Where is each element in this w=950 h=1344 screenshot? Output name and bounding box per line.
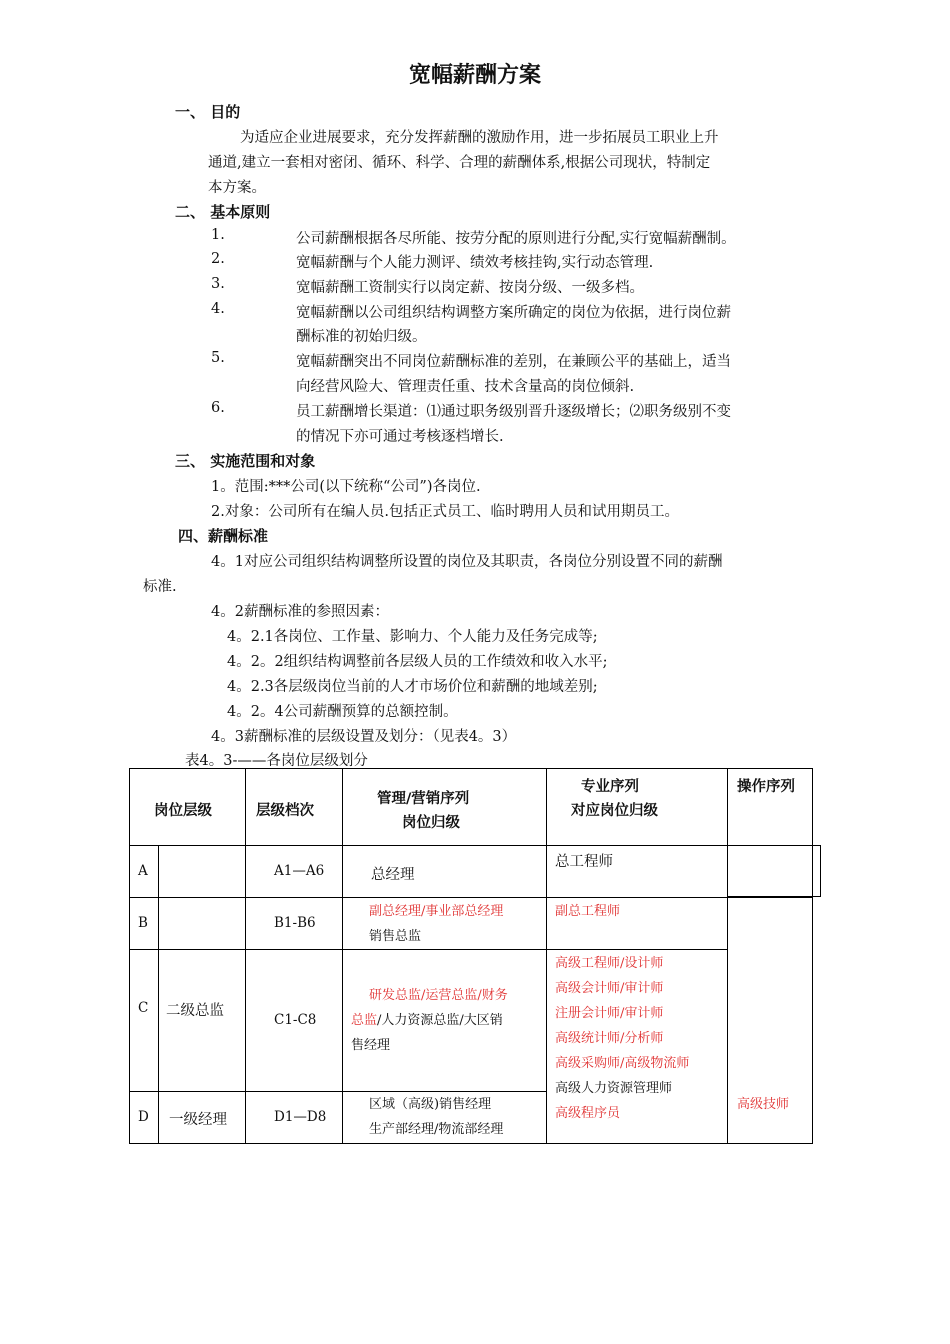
header-grade-cell xyxy=(246,769,343,846)
principle-5-text-1: 宽幅薪酬突出不同岗位薪酬标准的差别，在兼顾公平的基础上，适当 xyxy=(296,354,731,370)
row-c-prof-red-2: 高级会计师/审计师 xyxy=(555,981,664,996)
row-d-mgmt-2: 生产部经理/物流部经理 xyxy=(369,1122,504,1137)
row-d-letter-cell xyxy=(130,1092,159,1144)
principle-1-text: 公司薪酬根据各尽所能、按劳分配的原则进行分配,实行宽幅薪酬制。 xyxy=(296,231,736,247)
row-d-mgmt-1: 区域（高级)销售经理 xyxy=(369,1097,492,1112)
row-a-ops-cell xyxy=(728,846,813,898)
header-ops: 操作序列 xyxy=(737,779,795,795)
principle-6-num: 6. xyxy=(211,400,225,416)
row-a-name-cell xyxy=(159,846,246,898)
standard-4-2: 4。2薪酬标准的参照因素： xyxy=(211,604,389,620)
row-a-letter: A xyxy=(138,863,148,879)
row-c-mgmt-1: /人力资源总监/大区销 xyxy=(377,1013,503,1028)
standard-4-2-2: 4。2。2组织结构调整前各层级人员的工作绩效和收入水平; xyxy=(227,654,608,670)
table-row-a xyxy=(130,846,813,898)
table-row-c xyxy=(130,950,813,1092)
principle-5-num: 5. xyxy=(211,350,225,366)
header-level: 岗位层级 xyxy=(154,803,212,819)
section-4-heading: 四、薪酬标准 xyxy=(178,527,269,545)
row-c-letter: C xyxy=(138,1000,149,1016)
row-d-ops-red: 高级技师 xyxy=(737,1096,790,1112)
principle-6-text-2: 的情况下亦可通过考核逐档增长. xyxy=(296,429,504,445)
row-d-grade-cell xyxy=(246,1092,343,1144)
row-d-letter: D xyxy=(138,1109,149,1125)
principle-6-text-1: 员工薪酬增长渠道：⑴通过职务级别晋升逐级增长；⑵职务级别不变 xyxy=(296,404,731,420)
header-level-cell xyxy=(130,769,246,846)
row-c-name: 二级总监 xyxy=(166,1003,224,1019)
row-b-letter-cell xyxy=(130,898,159,950)
section-3-heading: 三、 实施范围和对象 xyxy=(175,452,316,470)
row-b-name-cell xyxy=(159,898,246,950)
row-d-prof-red: 高级程序员 xyxy=(555,1106,621,1121)
principle-5-text-2: 向经营风险大、管理责任重、技术含量高的岗位倾斜. xyxy=(296,379,635,395)
target-line: 2.对象：公司所有在编人员.包括正式员工、临时聘用人员和试用期员工。 xyxy=(211,504,679,520)
header-prof-1: 专业序列 xyxy=(581,779,639,795)
row-b-prof-red: 副总工程师 xyxy=(555,904,621,919)
principle-3-num: 3. xyxy=(211,276,225,292)
row-cd-prof-cell xyxy=(547,950,728,1144)
header-mgmt-1: 管理/营销序列 xyxy=(377,791,470,807)
row-c-mgmt-red-2: 总监 xyxy=(351,1013,378,1028)
row-bc-ops-cell xyxy=(728,898,813,1092)
standard-4-2-1: 4。2.1各岗位、工作量、影响力、个人能力及任务完成等; xyxy=(227,629,598,645)
row-a-mgmt-cell xyxy=(343,846,547,898)
row-b-mgmt: 销售总监 xyxy=(369,929,422,944)
section-1-line-2: 通道,建立一套相对密闭、循环、科学、合理的薪酬体系,根据公司现状，特制定 xyxy=(208,155,711,171)
principle-2-num: 2. xyxy=(211,251,225,267)
row-c-prof-red-4: 高级统计师/分析师 xyxy=(555,1031,664,1046)
position-level-table xyxy=(129,768,813,1144)
header-prof-2: 对应岗位归级 xyxy=(571,803,658,819)
row-c-letter-cell xyxy=(130,950,159,1092)
row-a-prof: 总工程师 xyxy=(555,854,613,870)
row-c-mgmt-cell xyxy=(343,950,547,1092)
standard-4-1-line-1: 4。1对应公司组织结构调整所设置的岗位及其职责，各岗位分别设置不同的薪酬 xyxy=(211,554,723,570)
section-1-line-1: 为适应企业进展要求，充分发挥薪酬的激励作用，进一步拓展员工职业上升 xyxy=(240,130,719,146)
row-d-ops-cell xyxy=(728,1092,813,1144)
header-grade: 层级档次 xyxy=(256,803,314,819)
table-caption: 表4。3-——各岗位层级划分 xyxy=(185,753,368,769)
table-header-row xyxy=(130,769,813,846)
row-b-grade: B1-B6 xyxy=(274,915,316,931)
row-d-mgmt-cell xyxy=(343,1092,547,1144)
principle-4-text-1: 宽幅薪酬以公司组织结构调整方案所确定的岗位为依据，进行岗位薪 xyxy=(296,305,731,321)
row-c-name-cell xyxy=(159,950,246,1092)
standard-4-2-3: 4。2.3各层级岗位当前的人才市场价位和薪酬的地域差别; xyxy=(227,679,598,695)
standard-4-2-4: 4。2。4公司薪酬预算的总额控制。 xyxy=(227,704,458,720)
principle-3-text: 宽幅薪酬工资制实行以岗定薪、按岗分级、一级多档。 xyxy=(296,280,644,296)
standard-4-3: 4。3薪酬标准的层级设置及划分：（见表4。3） xyxy=(211,729,517,745)
row-c-grade: C1-C8 xyxy=(274,1012,317,1028)
row-b-mgmt-red: 副总经理/事业部总经理 xyxy=(369,904,504,919)
row-a-mgmt: 总经理 xyxy=(371,867,415,883)
row-c-prof-red-5: 高级采购师/高级物流师 xyxy=(555,1056,690,1071)
table-row-b xyxy=(130,898,813,950)
principle-2-text: 宽幅薪酬与个人能力测评、绩效考核挂钩,实行动态管理. xyxy=(296,255,654,271)
header-mgmt-cell xyxy=(343,769,547,846)
principle-4-text-2: 酬标准的初始归级。 xyxy=(296,329,427,345)
row-b-mgmt-cell xyxy=(343,898,547,950)
row-d-grade: D1—D8 xyxy=(274,1109,327,1125)
row-b-grade-cell xyxy=(246,898,343,950)
row-c-mgmt-red-1: 研发总监/运营总监/财务 xyxy=(369,988,508,1003)
row-d-name: 一级经理 xyxy=(169,1112,227,1128)
row-c-prof-1: 高级人力资源管理师 xyxy=(555,1081,673,1096)
row-c-mgmt-2: 售经理 xyxy=(351,1038,391,1053)
principle-4-num: 4. xyxy=(211,301,225,317)
page-title: 宽幅薪酬方案 xyxy=(408,63,541,88)
row-a-letter-cell xyxy=(130,846,159,898)
row-c-grade-cell xyxy=(246,950,343,1092)
row-b-letter: B xyxy=(138,915,148,931)
section-1-line-3: 本方案。 xyxy=(208,180,266,196)
standard-4-1-line-2: 标准. xyxy=(143,579,177,595)
row-a-grade-cell xyxy=(246,846,343,898)
row-d-name-cell xyxy=(159,1092,246,1144)
header-prof-cell xyxy=(547,769,728,846)
row-c-prof-red-3: 注册会计师/审计师 xyxy=(555,1006,664,1021)
scope-line: 1。范围:***公司(以下统称“公司”)各岗位. xyxy=(211,479,481,495)
header-mgmt-2: 岗位归级 xyxy=(402,815,460,831)
row-c-prof-red-1: 高级工程师/设计师 xyxy=(555,956,664,971)
section-1-heading: 一、 目的 xyxy=(175,103,241,121)
principle-1-num: 1. xyxy=(211,227,225,243)
row-b-prof-cell xyxy=(547,898,728,950)
row-a-prof-cell xyxy=(547,846,728,898)
row-a-grade: A1—A6 xyxy=(274,863,325,879)
section-2-heading: 二、 基本原则 xyxy=(175,203,271,221)
header-ops-cell xyxy=(728,769,813,846)
